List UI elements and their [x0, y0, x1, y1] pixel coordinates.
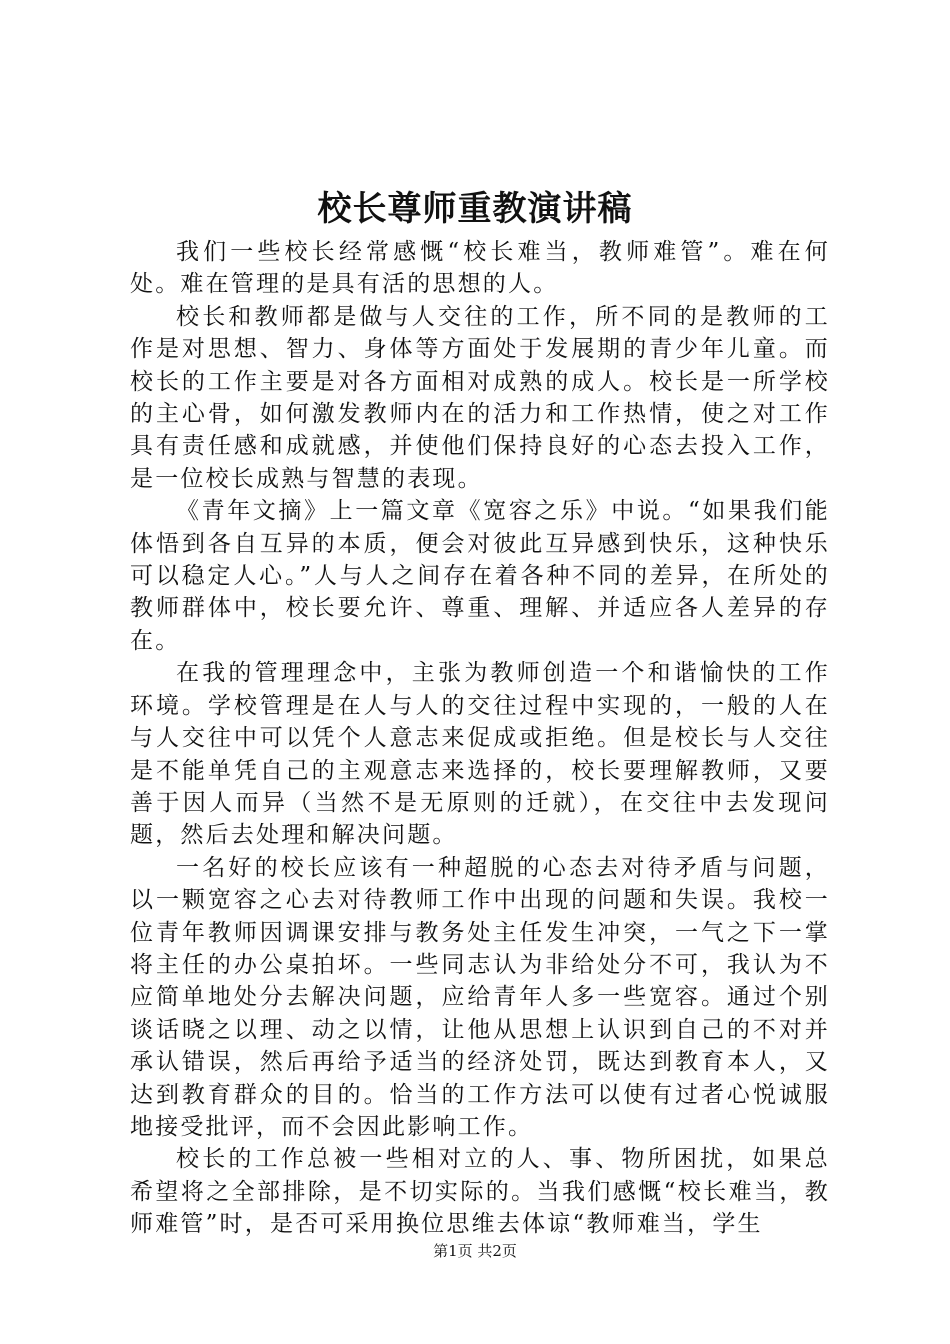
- paragraph-1: 我们一些校长经常感慨“校长难当，教师难管”。难在何处。难在管理的是具有活的思想的人。: [130, 239, 830, 298]
- paragraph-6: 校长的工作总被一些相对立的人、事、物所困扰，如果总希望将之全部排除，是不切实际的。当我们感慨“校长难当，教师难管”时，是否可采用换位思维去体谅“教师难当，学生: [130, 1146, 830, 1238]
- paragraph-3: 《青年文摘》上一篇文章《宽容之乐》中说。“如果我们能体悟到各自互异的本质，便会对彼此互异感到快乐，这种快乐可以稳定人心。”人与人之间存在着各种不同的差异，在所处的教师群体中，校长要允许、尊重、理解、并适应各人差异的存在。: [130, 498, 830, 654]
- paragraph-2: 校长和教师都是做与人交往的工作，所不同的是教师的工作是对思想、智力、身体等方面处于发展期的青少年儿童。而校长的工作主要是对各方面相对成熟的成人。校长是一所学校的主心骨，如何激发教师内在的活力和工作热情，使之对工作具有责任感和成就感，并使他们保持良好的心态去投入工作，是一位校长成熟与智慧的表现。: [130, 303, 830, 492]
- document-title: 校长尊师重教演讲稿: [317, 189, 633, 229]
- document-body: [130, 236, 830, 1241]
- paragraph-5: 一名好的校长应该有一种超脱的心态去对待矛盾与问题，以一颗宽容之心去对待教师工作中出现的问题和失误。我校一位青年教师因调课安排与教务处主任发生冲突，一气之下一掌将主任的办公桌拍坏。一些同志认为非给处分不可，我认为不应简单地处分去解决问题，应给青年人多一些宽容。通过个别谈话晓之以理、动之以情，让他从思想上认识到自己的不对并承认错误，然后再给予适当的经济处罚，既达到教育本人，又达到教育群众的目的。恰当的工作方法可以使有过者心悦诚服地接受批评，而不会因此影响工作。: [130, 854, 830, 1140]
- paragraph-4: 在我的管理理念中，主张为教师创造一个和谐愉快的工作环境。学校管理是在人与人的交往过程中实现的，一般的人在与人交往中可以凭个人意志来促成或拒绝。但是校长与人交往是不能单凭自己的主观意志来选择的，校长要理解教师，又要善于因人而异（当然不是无原则的迁就），在交往中去发现问题，然后去处理和解决问题。: [130, 660, 830, 849]
- page-number-footer: 第1页 共2页: [433, 1242, 517, 1260]
